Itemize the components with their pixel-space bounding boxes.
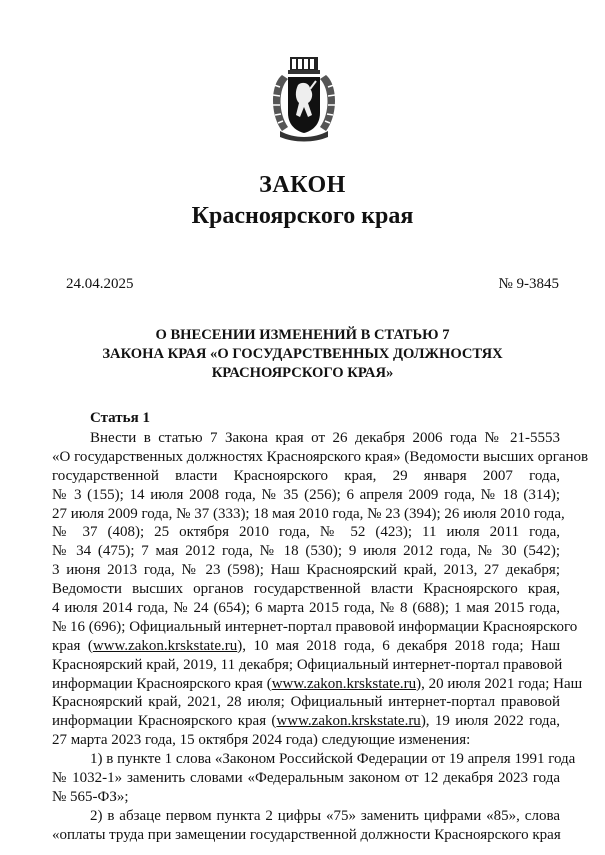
- line-text: ), 10 мая 2018 года, 6 декабря 2018 года; Наш: [237, 637, 560, 654]
- body-line: [52, 637, 560, 656]
- body-line: № 565-ФЗ»;: [52, 788, 129, 805]
- body-line: Красноярский край, 2019, 11 декабря; Официальный интернет-портал правовой: [52, 656, 563, 673]
- line-text: края (: [52, 637, 93, 654]
- body-line: Внести в статью 7 Закона края от 26 декабря 2006 года № 21-5553: [90, 430, 560, 446]
- article-label: Статья 1: [90, 410, 150, 426]
- document-subtitle: Красноярского края: [191, 203, 414, 229]
- line-text: ), 19 июля 2022 года,: [420, 713, 560, 730]
- zakon-portal-link[interactable]: www.zakon.krskstate.ru: [92, 637, 238, 654]
- line-text: информации Красноярского края (: [52, 675, 272, 692]
- body-line: 27 марта 2023 года, 15 октября 2024 года) следующие изменения:: [52, 732, 471, 749]
- body-line: Красноярский край, 2021, 28 июля; Официальный интернет-портал правовой: [52, 694, 560, 711]
- body-line: [52, 712, 560, 731]
- body-line: «оплаты труда при замещении государственной должности Красноярского края: [52, 826, 561, 843]
- document-title: ЗАКОН: [259, 172, 346, 198]
- zakon-portal-link[interactable]: www.zakon.krskstate.ru: [276, 713, 421, 730]
- body-line: государственной власти Красноярского края, 29 января 2007 года,: [52, 467, 560, 484]
- body-line: 4 июля 2014 года, № 24 (654); 6 марта 2015 года, № 8 (688); 1 мая 2015 года,: [52, 600, 560, 617]
- article-body: [52, 429, 589, 845]
- heading-line: О ВНЕСЕНИИ ИЗМЕНЕНИЙ В СТАТЬЮ 7: [155, 327, 450, 343]
- body-line: «О государственных должностях Красноярского края» (Ведомости высших органов: [52, 448, 589, 465]
- body-line: № 37 (408); 25 октября 2010 года, № 52 (423); 11 июля 2011 года,: [52, 524, 560, 541]
- document-number: № 9-3845: [498, 276, 559, 292]
- body-line: 3 июня 2013 года, № 23 (598); Наш Красноярский край, 2013, 27 декабря;: [52, 562, 560, 579]
- body-line: [52, 675, 583, 694]
- body-line: № 16 (696); Официальный интернет-портал правовой информации Красноярского: [52, 618, 578, 635]
- zakon-portal-link[interactable]: www.zakon.krskstate.ru: [271, 675, 417, 692]
- body-line: Ведомости высших органов государственной власти Красноярского края,: [52, 581, 560, 598]
- body-line: № 3 (155); 14 июля 2008 года, № 35 (256); 6 апреля 2009 года, № 18 (314);: [52, 486, 560, 503]
- line-text: ), 20 июля 2021 года; Наш: [416, 675, 583, 692]
- line-text: информации Красноярского края (: [52, 713, 277, 730]
- body-line: 2) в абзаце первом пункта 2 цифры «75» заменить цифрами «85», слова: [90, 807, 560, 824]
- document-date: 24.04.2025: [66, 276, 134, 292]
- body-line: 1) в пункте 1 слова «Законом Российской Федерации от 19 апреля 1991 года: [90, 751, 576, 768]
- heading-line: ЗАКОНА КРАЯ «О ГОСУДАРСТВЕННЫХ ДОЛЖНОСТЯХ: [102, 346, 503, 362]
- coat-of-arms-icon: [268, 55, 340, 143]
- body-line: № 1032-1» заменить словами «Федеральным законом от 12 декабря 2023 года: [52, 770, 560, 787]
- heading-line: КРАСНОЯРСКОГО КРАЯ»: [211, 365, 394, 381]
- body-line: 27 июля 2009 года, № 37 (333); 18 мая 2010 года, № 23 (394); 26 июля 2010 года,: [52, 505, 565, 522]
- law-heading: [0, 326, 605, 383]
- body-line: № 34 (475); 7 мая 2012 года, № 18 (530); 9 июля 2012 года, № 30 (542);: [52, 543, 560, 560]
